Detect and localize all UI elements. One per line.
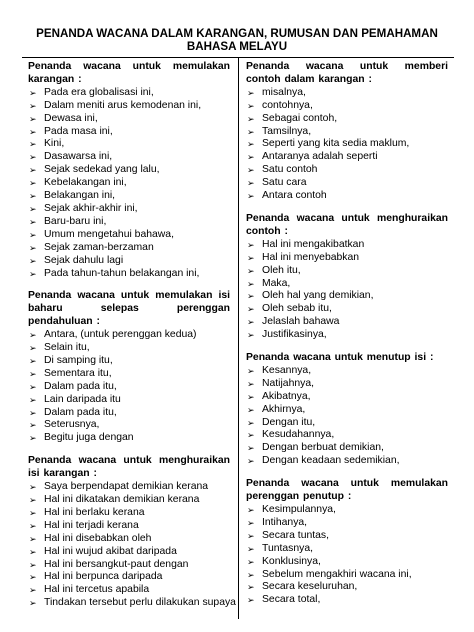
- column-divider: [238, 57, 239, 619]
- list-item: [246, 113, 448, 126]
- arrow-bullet-icon: [247, 290, 255, 303]
- arrow-bullet-icon: [247, 303, 255, 316]
- list-item: [246, 556, 448, 569]
- list-item-text: Sebelum mengakhiri wacana ini,: [262, 568, 412, 580]
- list-item: [246, 442, 448, 455]
- arrow-bullet-icon: [29, 419, 37, 432]
- arrow-bullet-icon: [29, 394, 37, 407]
- list-item-text: Baru-baru ini,: [44, 215, 107, 227]
- list-item: [28, 164, 230, 177]
- list-item-text: Sejak akhir-akhir ini,: [44, 202, 138, 214]
- list-item-text: Dengan berbuat demikian,: [262, 442, 384, 454]
- arrow-bullet-icon: [247, 113, 255, 126]
- section-gap: [246, 342, 448, 352]
- list-item-text: Sejak zaman-berzaman: [44, 241, 154, 253]
- list-item-text: Kini,: [44, 138, 65, 150]
- list-item: [28, 481, 230, 494]
- list-item: [28, 113, 230, 126]
- list-item: [28, 87, 230, 100]
- arrow-bullet-icon: [29, 381, 37, 394]
- section-heading: Penanda wacana untuk memulakan isi baharu selepas perenggan pendahuluan :: [28, 290, 230, 328]
- arrow-bullet-icon: [247, 404, 255, 417]
- arrow-bullet-icon: [29, 533, 37, 546]
- list-item-text: Hal ini berpunca daripada: [44, 571, 163, 583]
- list-item: [246, 391, 448, 404]
- list-item: [246, 177, 448, 190]
- list-item-text: Seperti yang kita sedia maklum,: [262, 138, 410, 150]
- arrow-bullet-icon: [29, 329, 37, 342]
- list-item-text: Lain daripada itu: [44, 393, 121, 405]
- arrow-bullet-icon: [29, 494, 37, 507]
- list-item: [28, 255, 230, 268]
- list-item: [246, 151, 448, 164]
- section-heading: Penanda wacana untuk menghuraikan contoh :: [246, 212, 448, 237]
- section-gap: [28, 445, 230, 455]
- arrow-bullet-icon: [247, 391, 255, 404]
- section-penanda-wacana-untuk-memulakan-perenggan: [246, 478, 448, 607]
- bullet-list: [246, 87, 448, 203]
- list-item-text: Tamsilnya,: [262, 125, 312, 137]
- list-item: [246, 329, 448, 342]
- section-penanda-wacana-untuk-menghuraikan-contoh: [246, 213, 448, 342]
- arrow-bullet-icon: [29, 87, 37, 100]
- list-item: [28, 533, 230, 546]
- arrow-bullet-icon: [29, 507, 37, 520]
- list-item-text: Akibatnya,: [262, 390, 311, 402]
- list-item-text: Pada tahun-tahun belakangan ini,: [44, 267, 200, 279]
- list-item: [28, 559, 230, 572]
- arrow-bullet-icon: [29, 355, 37, 368]
- list-item-text: Umum mengetahui bahawa,: [44, 228, 174, 240]
- list-item-text: misalnya,: [262, 86, 306, 98]
- arrow-bullet-icon: [247, 126, 255, 139]
- list-item: [28, 507, 230, 520]
- arrow-bullet-icon: [247, 100, 255, 113]
- list-item: [246, 504, 448, 517]
- list-item: [28, 394, 230, 407]
- list-item-text: Tuntasnya,: [262, 542, 314, 554]
- arrow-bullet-icon: [29, 242, 37, 255]
- list-item-text: Maka,: [262, 277, 291, 289]
- list-item-text: Hal ini berlaku kerana: [44, 506, 145, 518]
- arrow-bullet-icon: [29, 216, 37, 229]
- list-item-text: Di samping itu,: [44, 354, 113, 366]
- list-item: [28, 432, 230, 445]
- list-item: [28, 407, 230, 420]
- arrow-bullet-icon: [29, 190, 37, 203]
- list-item: [28, 138, 230, 151]
- arrow-bullet-icon: [247, 581, 255, 594]
- arrow-bullet-icon: [247, 556, 255, 569]
- bullet-list: [28, 481, 236, 610]
- list-item: [246, 303, 448, 316]
- list-item-text: Jelaslah bahawa: [262, 316, 340, 328]
- list-item: [246, 252, 448, 265]
- arrow-bullet-icon: [29, 432, 37, 445]
- arrow-bullet-icon: [29, 177, 37, 190]
- list-item-text: Hal ini tercetus apabila: [44, 584, 150, 596]
- arrow-bullet-icon: [29, 229, 37, 242]
- arrow-bullet-icon: [29, 571, 37, 584]
- list-item-text: Hal ini terjadi kerana: [44, 519, 139, 531]
- arrow-bullet-icon: [247, 329, 255, 342]
- list-item-text: Hal ini bersangkut-paut dengan: [44, 558, 189, 570]
- section-gap: [246, 203, 448, 213]
- section-penanda-wacana-untuk-memulakan-karangan: [28, 61, 230, 280]
- list-item: [246, 138, 448, 151]
- left-column: [28, 61, 236, 610]
- list-item: [246, 100, 448, 113]
- section-heading: Penanda wacana untuk memberi contoh dalam karangan :: [246, 61, 448, 85]
- list-item-text: Secara tuntas,: [262, 529, 330, 541]
- list-item-text: Seterusnya,: [44, 419, 100, 431]
- arrow-bullet-icon: [247, 429, 255, 442]
- arrow-bullet-icon: [29, 113, 37, 126]
- list-item-text: Dasawarsa ini,: [44, 151, 113, 163]
- document-title: [20, 27, 454, 53]
- arrow-bullet-icon: [247, 265, 255, 278]
- list-item: [246, 190, 448, 203]
- arrow-bullet-icon: [29, 151, 37, 164]
- section-heading: Penanda wacana untuk menghuraikan isi karangan :: [28, 455, 230, 480]
- list-item: [28, 419, 230, 432]
- section-gap: [246, 468, 448, 478]
- list-item: [28, 100, 230, 113]
- list-item: [28, 342, 230, 355]
- arrow-bullet-icon: [247, 316, 255, 329]
- list-item: [246, 517, 448, 530]
- list-item: [28, 151, 230, 164]
- bullet-list: [246, 365, 448, 468]
- section-penanda-wacana-untuk-menghuraikan-isi-ka: [28, 455, 236, 610]
- list-item: [246, 316, 448, 329]
- arrow-bullet-icon: [29, 255, 37, 268]
- list-item: [246, 455, 448, 468]
- section-heading: Penanda wacana untuk memulakan karangan :: [28, 61, 230, 85]
- list-item: [28, 126, 230, 139]
- list-item-text: Sebagai contoh,: [262, 112, 338, 124]
- list-item: [28, 203, 230, 216]
- list-item: [246, 290, 448, 303]
- arrow-bullet-icon: [29, 520, 37, 533]
- arrow-bullet-icon: [247, 442, 255, 455]
- arrow-bullet-icon: [247, 569, 255, 582]
- arrow-bullet-icon: [29, 407, 37, 420]
- section-penanda-wacana-untuk-memulakan-isi-bahar: [28, 290, 230, 445]
- arrow-bullet-icon: [29, 559, 37, 572]
- arrow-bullet-icon: [247, 543, 255, 556]
- list-item-text: Dalam pada itu,: [44, 380, 117, 392]
- list-item: [28, 546, 230, 559]
- arrow-bullet-icon: [247, 239, 255, 252]
- arrow-bullet-icon: [29, 481, 37, 494]
- list-item-text: Kesimpulannya,: [262, 504, 336, 515]
- list-item: [28, 190, 230, 203]
- arrow-bullet-icon: [247, 455, 255, 468]
- list-item: [28, 494, 230, 507]
- list-item-text: Kebelakangan ini,: [44, 177, 127, 189]
- list-item-text: Sementara itu,: [44, 367, 112, 379]
- list-item: [246, 278, 448, 291]
- list-item: [28, 242, 230, 255]
- section-heading: Penanda wacana untuk memulakan perenggan penutup :: [246, 478, 448, 503]
- arrow-bullet-icon: [247, 278, 255, 291]
- arrow-bullet-icon: [247, 138, 255, 151]
- list-item-text: Antaranya adalah seperti: [262, 151, 378, 163]
- arrow-bullet-icon: [247, 365, 255, 378]
- list-item-text: Tindakan tersebut perlu dilakukan supaya: [44, 597, 236, 609]
- list-item-text: Oleh sebab itu,: [262, 303, 332, 315]
- list-item: [28, 381, 230, 394]
- arrow-bullet-icon: [247, 504, 255, 517]
- list-item: [246, 417, 448, 430]
- list-item-text: Secara keseluruhan,: [262, 581, 358, 593]
- list-item-text: Sejak sedekad yang lalu,: [44, 164, 160, 176]
- list-item: [246, 164, 448, 177]
- list-item-text: Natijahnya,: [262, 377, 314, 389]
- list-item-text: Secara total,: [262, 594, 321, 606]
- section-penanda-wacana-untuk-menutup-isi: [246, 352, 448, 468]
- list-item-text: Justifikasinya,: [262, 329, 327, 341]
- list-item-text: Saya berpendapat demikian kerana: [44, 481, 209, 493]
- bullet-list: [246, 239, 448, 342]
- list-item-text: Satu cara: [262, 177, 307, 189]
- list-item: [246, 530, 448, 543]
- list-item-text: Begitu juga dengan: [44, 432, 134, 444]
- list-item: [28, 571, 230, 584]
- list-item-text: Satu contoh: [262, 164, 318, 176]
- list-item-text: Intihanya,: [262, 516, 308, 528]
- title-line-2: BAHASA MELAYU: [186, 40, 288, 53]
- list-item: [246, 581, 448, 594]
- section-gap: [28, 280, 230, 290]
- title-line-1: PENANDA WACANA DALAM KARANGAN, RUMUSAN DAN PEMAHAMAN: [36, 27, 438, 40]
- arrow-bullet-icon: [29, 342, 37, 355]
- list-item: [28, 268, 230, 281]
- arrow-bullet-icon: [247, 177, 255, 190]
- arrow-bullet-icon: [247, 87, 255, 100]
- list-item-text: Oleh hal yang demikian,: [262, 290, 374, 302]
- arrow-bullet-icon: [247, 594, 255, 607]
- list-item: [246, 87, 448, 100]
- right-column: [246, 61, 448, 607]
- list-item: [246, 126, 448, 139]
- list-item: [28, 355, 230, 368]
- list-item: [246, 543, 448, 556]
- list-item-text: Hal ini dikatakan demikian kerana: [44, 494, 200, 505]
- arrow-bullet-icon: [247, 252, 255, 265]
- arrow-bullet-icon: [29, 597, 37, 610]
- list-item: [28, 597, 236, 610]
- arrow-bullet-icon: [247, 190, 255, 203]
- list-item-text: Sejak dahulu lagi: [44, 254, 124, 266]
- list-item: [28, 368, 230, 381]
- arrow-bullet-icon: [29, 584, 37, 597]
- bullet-list: [28, 329, 230, 445]
- section-heading: Penanda wacana untuk menutup isi :: [246, 352, 434, 364]
- section-penanda-wacana-untuk-memberi-contoh-dala: [246, 61, 448, 203]
- list-item: [246, 404, 448, 417]
- arrow-bullet-icon: [29, 368, 37, 381]
- list-item: [28, 584, 230, 597]
- list-item-text: Selain itu,: [44, 342, 90, 354]
- list-item-text: Akhirnya,: [262, 403, 306, 415]
- list-item: [246, 265, 448, 278]
- list-item-text: Antara contoh: [262, 190, 327, 202]
- list-item-text: Dewasa ini,: [44, 112, 98, 124]
- arrow-bullet-icon: [29, 100, 37, 113]
- list-item-text: Dengan itu,: [262, 416, 316, 428]
- arrow-bullet-icon: [29, 268, 37, 281]
- list-item: [246, 365, 448, 378]
- list-item: [246, 429, 448, 442]
- arrow-bullet-icon: [29, 203, 37, 216]
- arrow-bullet-icon: [29, 164, 37, 177]
- bullet-list: [246, 504, 448, 607]
- list-item: [246, 239, 448, 252]
- list-item: [246, 569, 448, 582]
- list-item-text: Pada masa ini,: [44, 125, 113, 137]
- arrow-bullet-icon: [29, 126, 37, 139]
- list-item: [28, 216, 230, 229]
- list-item: [28, 329, 230, 342]
- bullet-list: [28, 87, 230, 281]
- list-item-text: Belakangan ini,: [44, 190, 116, 202]
- list-item-text: Kesannya,: [262, 364, 312, 376]
- arrow-bullet-icon: [247, 151, 255, 164]
- list-item: [28, 520, 230, 533]
- list-item: [246, 594, 448, 607]
- list-item-text: Hal ini disebabkan oleh: [44, 532, 152, 544]
- arrow-bullet-icon: [247, 378, 255, 391]
- list-item-text: Antara, (untuk perenggan kedua): [44, 329, 197, 341]
- list-item: [28, 229, 230, 242]
- list-item-text: Hal ini menyebabkan: [262, 251, 360, 263]
- list-item-text: Dalam meniti arus kemodenan ini,: [44, 99, 202, 111]
- list-item-text: Dalam pada itu,: [44, 406, 117, 418]
- list-item-text: Hal ini mengakibatkan: [262, 238, 365, 250]
- list-item-text: Dengan keadaan sedemikian,: [262, 455, 400, 467]
- list-item-text: Konklusinya,: [262, 555, 321, 567]
- arrow-bullet-icon: [247, 417, 255, 430]
- list-item-text: Hal ini wujud akibat daripada: [44, 545, 177, 557]
- arrow-bullet-icon: [247, 517, 255, 530]
- arrow-bullet-icon: [247, 530, 255, 543]
- list-item: [246, 378, 448, 391]
- arrow-bullet-icon: [247, 164, 255, 177]
- list-item: [28, 177, 230, 190]
- list-item-text: Pada era globalisasi ini,: [44, 86, 154, 98]
- arrow-bullet-icon: [29, 138, 37, 151]
- list-item-text: Oleh itu,: [262, 264, 301, 276]
- arrow-bullet-icon: [29, 546, 37, 559]
- list-item-text: contohnya,: [262, 99, 313, 111]
- list-item-text: Kesudahannya,: [262, 429, 335, 441]
